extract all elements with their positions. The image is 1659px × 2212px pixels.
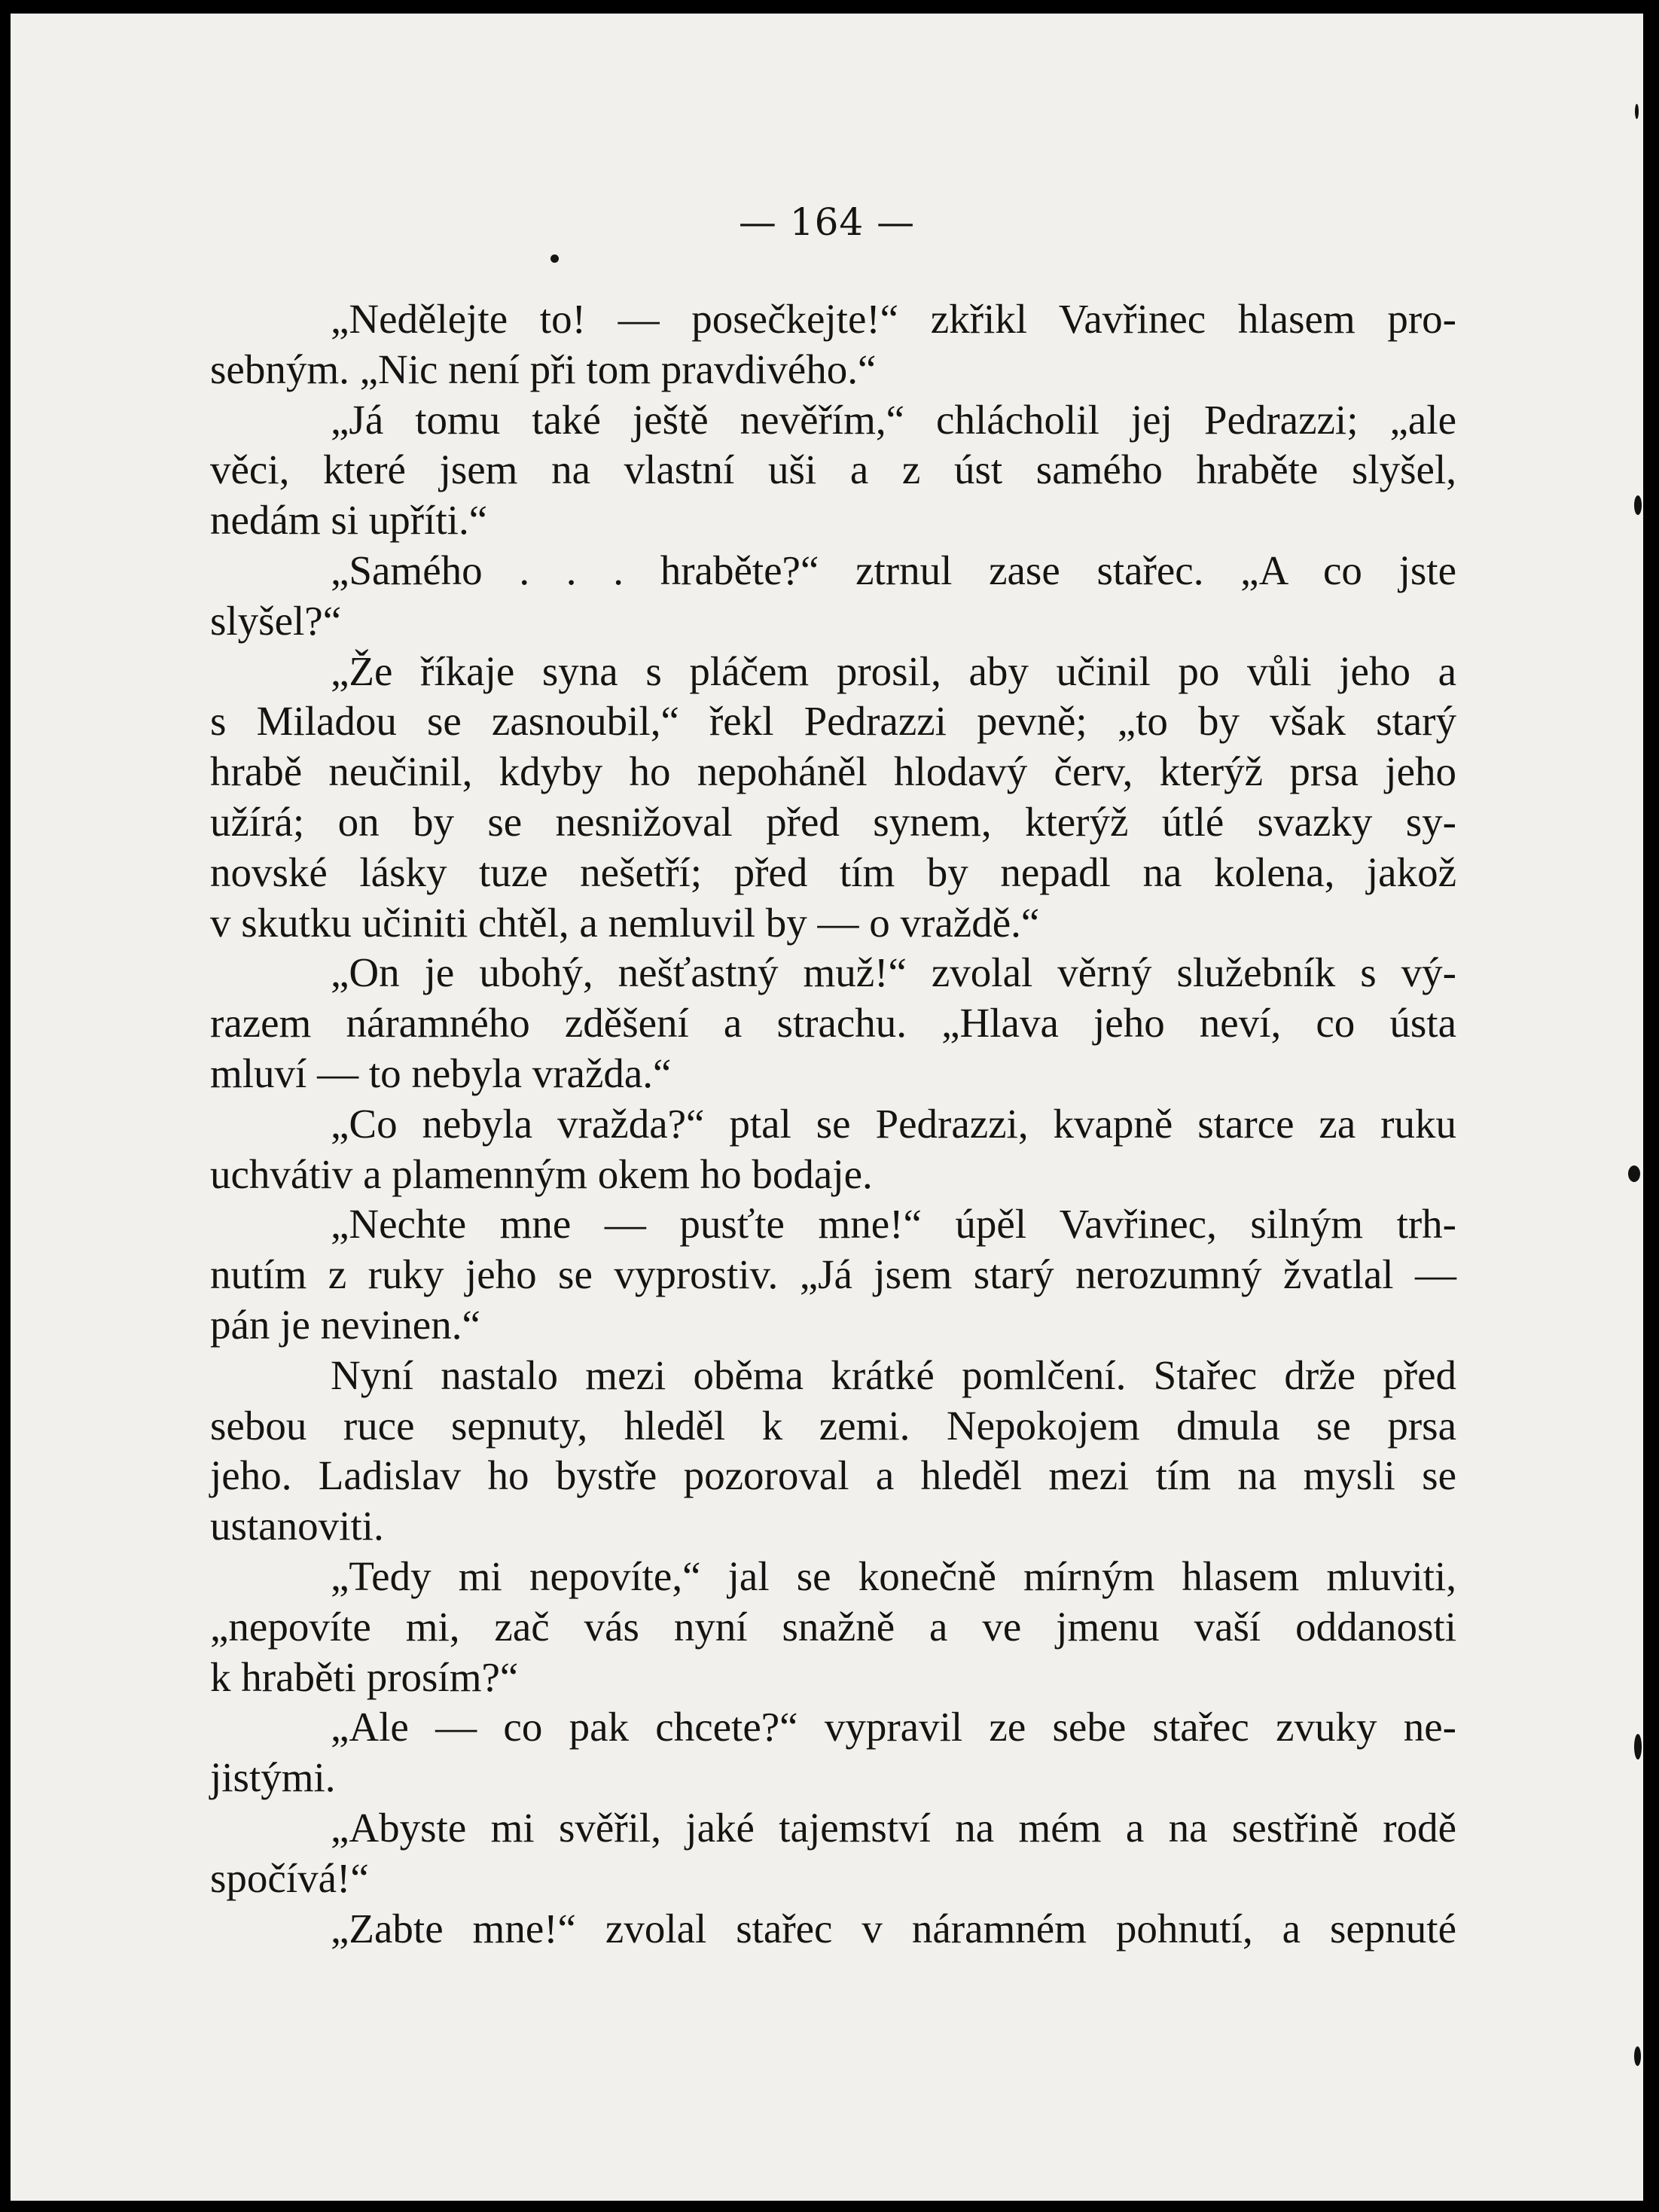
- text-line: sebou ruce sepnuty, hleděl k zemi. Nepokojem dmula se prsa: [210, 1402, 1456, 1449]
- text-line: věci, které jsem na vlastní uši a z úst samého hraběte slyšel,: [210, 446, 1456, 493]
- text-line: „Zabte mne!“ zvolal stařec v náramném pohnutí, a sepnuté: [331, 1905, 1456, 1951]
- text-line: „Nedělejte to! — posečkejte!“ zkřikl Vavřinec hlasem pro-: [331, 296, 1456, 342]
- text-line: spočívá!“: [210, 1854, 369, 1901]
- text-line: jistými.: [210, 1754, 336, 1801]
- text-line: „Já tomu také ještě nevěřím,“ chlácholil jej Pedrazzi; „ale: [331, 396, 1456, 443]
- text-line: „Tedy mi nepovíte,“ jal se konečně mírným hlasem mluviti,: [331, 1552, 1456, 1599]
- scan-speck: [1628, 1165, 1640, 1182]
- text-line: Nyní nastalo mezi oběma krátké pomlčení. Stařec drže před: [331, 1351, 1456, 1398]
- book-page: [11, 14, 1643, 2201]
- text-line: „Že říkaje syna s pláčem prosil, aby učinil po vůli jeho a: [331, 647, 1456, 694]
- text-line: razem náramného zděšení a strachu. „Hlava jeho neví, co ústa: [210, 1000, 1456, 1047]
- scan-speck: [1634, 1734, 1642, 1760]
- text-line: „Co nebyla vražda?“ ptal se Pedrazzi, kvapně starce za ruku: [331, 1100, 1456, 1147]
- text-line: „nepovíte mi, zač vás nyní snažně a ve jmenu vaší oddanosti: [210, 1603, 1456, 1650]
- text-line: novské lásky tuze nešetří; před tím by nepadl na kolena, jakož: [210, 849, 1456, 895]
- text-line: „Samého . . . hraběte?“ ztrnul zase stařec. „A co jste: [331, 547, 1456, 593]
- text-line: mluví — to nebyla vražda.“: [210, 1050, 672, 1096]
- text-line: nedám si upříti.“: [210, 497, 488, 544]
- text-line: „Abyste mi svěřil, jaké tajemství na mém a na sestřině rodě: [331, 1804, 1456, 1851]
- text-line: užírá; on by se nesnižoval před synem, kterýž útlé svazky sy-: [210, 798, 1456, 845]
- text-line: hrabě neučinil, kdyby ho nepoháněl hlodavý červ, kterýž prsa jeho: [210, 748, 1456, 795]
- text-line: „Ale — co pak chcete?“ vypravil ze sebe stařec zvuky ne-: [331, 1704, 1456, 1750]
- text-line: nutím z ruky jeho se vyprostiv. „Já jsem starý nerozumný žvatlal —: [210, 1251, 1456, 1298]
- text-line: k hraběti prosím?“: [210, 1653, 519, 1700]
- scan-speck: [1634, 495, 1642, 515]
- text-line: slyšel?“: [210, 597, 342, 644]
- text-line: „Nechte mne — pusťte mne!“ úpěl Vavřinec, silným trh-: [331, 1201, 1456, 1248]
- body-text: [210, 294, 1456, 1954]
- printed-dot: [550, 254, 559, 263]
- scan-speck: [1635, 104, 1639, 119]
- text-line: v skutku učiniti chtěl, a nemluvil by — o vraždě.“: [210, 899, 1040, 946]
- text-line: sebným. „Nic není při tom pravdivého.“: [210, 346, 877, 392]
- text-line: pán je nevinen.“: [210, 1301, 480, 1348]
- text-line: jeho. Ladislav ho bystře pozoroval a hleděl mezi tím na mysli se: [210, 1452, 1456, 1499]
- text-line: „On je ubohý, nešťastný muž!“ zvolal věrný služebník s vý-: [331, 949, 1456, 996]
- text-line: s Miladou se zasnoubil,“ řekl Pedrazzi pevně; „to by však starý: [210, 698, 1456, 745]
- text-line: ustanoviti.: [210, 1503, 384, 1549]
- text-line: uchvátiv a plamenným okem ho bodaje.: [210, 1150, 873, 1197]
- scan-speck: [1634, 2046, 1641, 2066]
- page-number: — 164 —: [738, 200, 916, 244]
